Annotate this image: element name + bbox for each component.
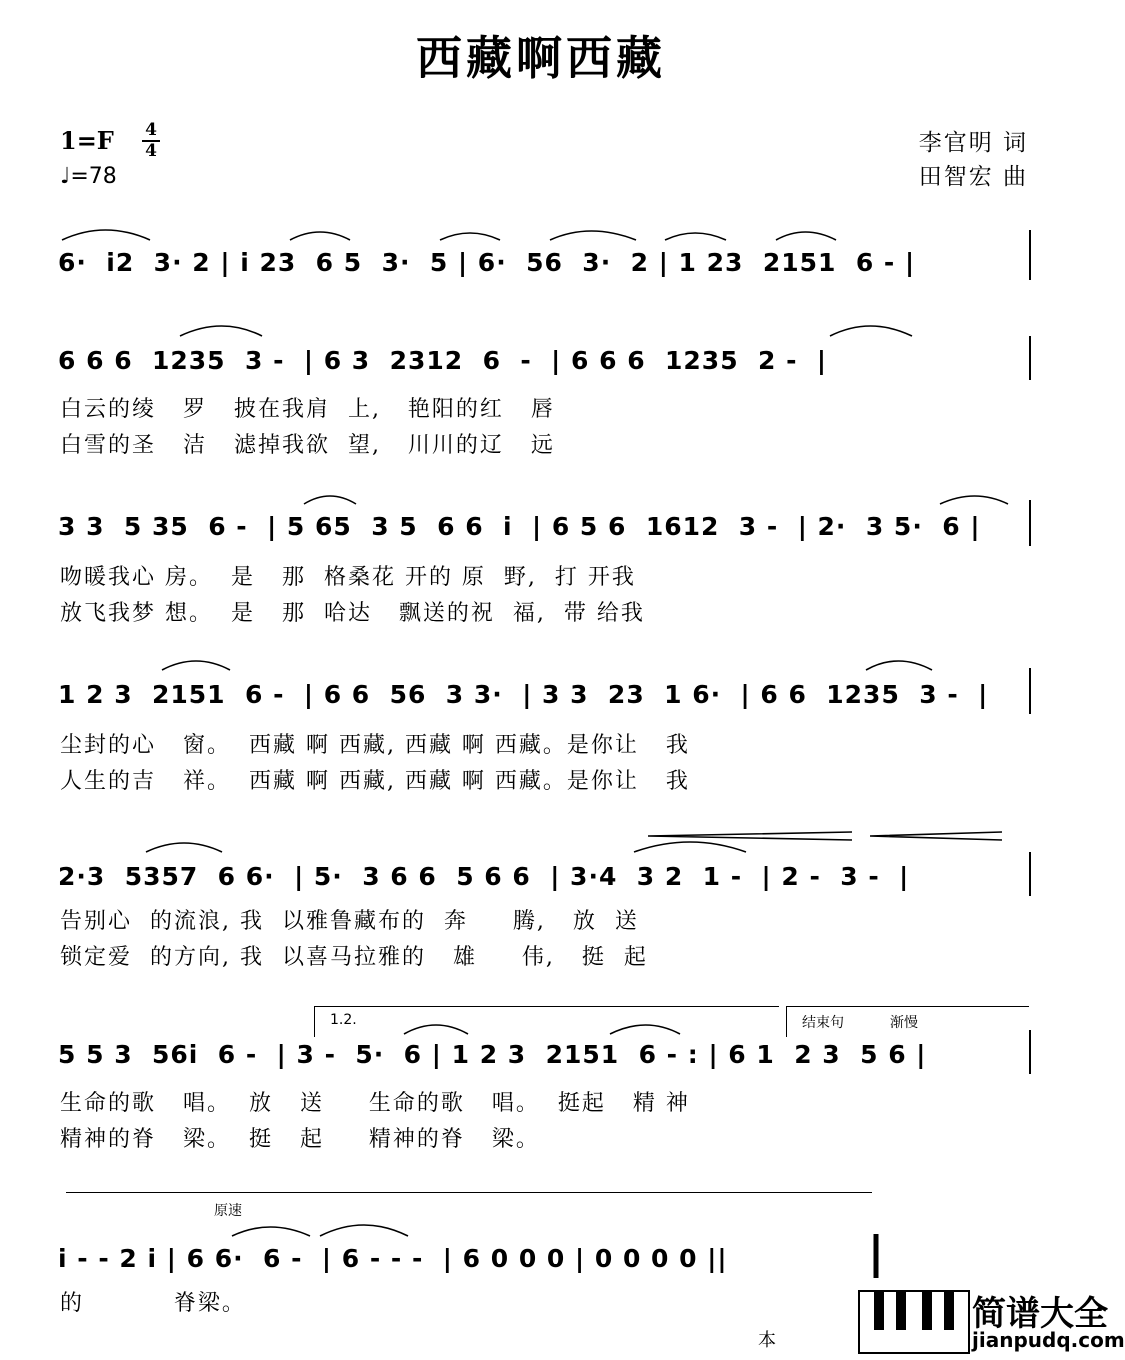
notation-row-3: 3 3 5 35 6 - | 5 65 3 5 6 6 i | 6 5 6 1612 3 - | 2· 3 5· 6 | — [58, 512, 981, 541]
crescendo-hairpin — [870, 832, 1002, 840]
lyrics-row-7: 的 脊梁。 — [60, 1291, 246, 1316]
notation-row-1: 6· i2 3· 2 | i 23 6 5 3· 5 | 6· 56 3· 2 | 1 23 2151 6 - | — [58, 248, 916, 277]
notation-row-5: 2·3 5357 6 6· | 5· 3 6 6 5 6 6 | 3·4 3 2 1 - | 2 - 3 - | — [58, 862, 910, 891]
lyrics-row-5-verse-1: 告别心 的流浪, 我 以雅鲁藏布的 奔 腾, 放 送 — [60, 909, 639, 934]
lyrics-row-6-verse-2: 精神的脊 梁。 挺 起 精神的脊 梁。 — [60, 1127, 540, 1152]
piano-keys-icon — [858, 1290, 970, 1354]
slur-mark — [440, 233, 500, 240]
song-title: 西藏啊西藏 — [416, 31, 666, 85]
lyrics-row-2-verse-1: 白云的绫 罗 披在我肩 上, 艳阳的红 唇 — [60, 397, 555, 422]
key-signature: 1=F — [60, 126, 114, 155]
lyrics-row-4-verse-2: 人生的吉 祥。 西藏 啊 西藏, 西藏 啊 西藏。是你让 我 — [60, 769, 690, 794]
ending-label: 结束句 — [802, 1015, 844, 1031]
lyrics-row-2-verse-2: 白雪的圣 洁 滤掉我欲 望, 川川的辽 远 — [60, 433, 555, 458]
slur-mark — [162, 661, 230, 670]
lyricist-credit: 李官明 词 — [918, 130, 1028, 156]
slur-mark — [830, 326, 912, 336]
slur-mark — [866, 661, 932, 670]
tempo-marking: ♩=78 — [60, 164, 117, 189]
watermark-site-name: 简谱大全 — [972, 1294, 1108, 1334]
notation-row-2: 6 6 6 1235 3 - | 6 3 2312 6 - | 6 6 6 1235 2 - | — [58, 346, 828, 375]
slur-mark — [232, 1227, 310, 1236]
slur-mark — [290, 232, 350, 240]
slur-mark — [304, 496, 356, 504]
notation-row-4: 1 2 3 2151 6 - | 6 6 56 3 3· | 3 3 23 1 6· | 6 6 1235 3 - | — [58, 680, 989, 709]
notation-row-7: i - - 2 i | 6 6· 6 - | 6 - - - | 6 0 0 0 | 0 0 0 0 || — [58, 1244, 728, 1273]
slur-mark — [776, 232, 836, 240]
lyrics-row-4-verse-1: 尘封的心 窗。 西藏 啊 西藏, 西藏 啊 西藏。是你让 我 — [60, 733, 690, 758]
lyrics-row-3-verse-1: 吻暖我心 房。 是 那 格桑花 开的 原 野, 打 开我 — [60, 565, 636, 590]
ritard-label: 渐慢 — [890, 1015, 918, 1031]
time-sig-bottom: 4 — [145, 141, 157, 161]
crescendo-hairpin — [648, 832, 852, 840]
watermark-left-text: 本 — [758, 1330, 776, 1351]
slur-mark — [610, 1025, 680, 1034]
a-tempo-label: 原速 — [214, 1203, 242, 1219]
slur-mark — [146, 843, 222, 852]
slur-mark — [634, 842, 746, 852]
watermark-logo — [758, 1284, 1125, 1356]
slur-mark — [320, 1225, 408, 1236]
slur-mark — [550, 231, 636, 240]
slur-mark — [180, 326, 262, 336]
watermark-url: jianpudq.com — [972, 1328, 1125, 1352]
lyrics-row-5-verse-2: 锁定爱 的方向, 我 以喜马拉雅的 雄 伟, 挺 起 — [60, 945, 648, 970]
slur-mark — [62, 230, 150, 240]
slur-mark — [940, 496, 1008, 504]
time-sig-top: 4 — [145, 120, 157, 140]
volta-label: 1.2. — [330, 1012, 357, 1028]
slur-mark — [404, 1025, 468, 1034]
lyrics-row-3-verse-2: 放飞我梦 想。 是 那 哈达 飘送的祝 福, 带 给我 — [60, 601, 645, 626]
composer-credit: 田智宏 曲 — [918, 164, 1028, 190]
notation-row-6: 5 5 3 56i 6 - | 3 - 5· 6 | 1 2 3 2151 6 - : | 6 1 2 3 5 6 | — [58, 1040, 927, 1069]
lyrics-row-6-verse-1: 生命的歌 唱。 放 送 生命的歌 唱。 挺起 精 神 — [60, 1091, 690, 1116]
slur-mark — [665, 233, 726, 240]
